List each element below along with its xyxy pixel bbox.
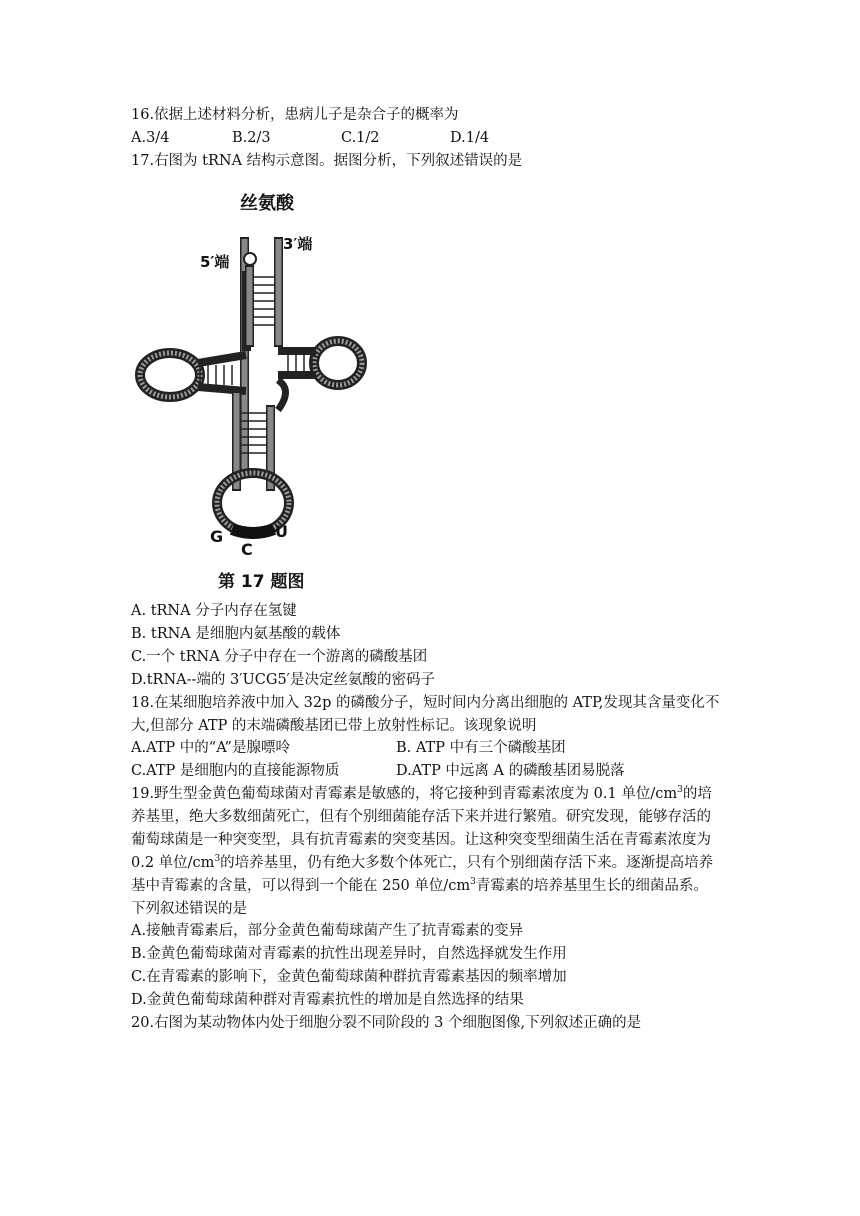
q16-option-d: D.1/4	[450, 130, 490, 146]
q19-option-d: D.金黄色葡萄球菌种群对青霉素抗性的增加是自然选择的结果	[131, 992, 524, 1008]
anticodon-base-u: U	[275, 522, 288, 541]
q19-option-c: C.在青霉素的影响下，金黄色葡萄球菌种群抗青霉素基因的频率增加	[131, 969, 567, 985]
q19-option-a: A.接触青霉素后，部分金黄色葡萄球菌产生了抗青霉素的变异	[131, 923, 524, 939]
q19-stem-line4: 0.2 单位$/cm^3$的培养基里，仍有绝大多数个体死亡，只有个别细菌存活下来。逐渐提高培养	[131, 854, 714, 871]
q17-option-c: C.一个 tRNA 分子中存在一个游离的磷酸基团	[131, 649, 428, 665]
q16-option-a: A.3/4	[131, 130, 170, 146]
q19-stem-line1: 19.野生型金黄色葡萄球菌对青霉素是敏感的，将它接种到青霉素浓度为 0.1 单位$/cm^3$的培	[131, 785, 712, 802]
trna-structure-figure	[128, 185, 368, 595]
q18-option-b: B. ATP 中有三个磷酸基团	[396, 740, 566, 756]
q18-stem-line2: 大,但部分 ATP 的末端磷酸基团已带上放射性标记。该现象说明	[131, 718, 537, 734]
q17-stem: 17.右图为 tRNA 结构示意图。据图分析，下列叙述错误的是	[131, 153, 523, 169]
anticodon-base-g: G	[210, 527, 224, 546]
q20-stem: 20.右图为某动物体内处于细胞分裂不同阶段的 3 个细胞图像,下列叙述正确的是	[131, 1015, 642, 1031]
q16-option-c: C.1/2	[341, 130, 380, 146]
q19-option-b: B.金黄色葡萄球菌对青霉素的抗性出现差异时，自然选择就发生作用	[131, 946, 567, 962]
q17-option-a: A. tRNA 分子内存在氢键	[131, 603, 297, 619]
q17-option-d: D.tRNA--端的 3′UCG5′是决定丝氨酸的密码子	[131, 672, 435, 688]
trna-backbone	[140, 237, 362, 533]
q17-option-b: B. tRNA 是细胞内氨基酸的载体	[131, 626, 341, 642]
anticodon-base-c: C	[241, 540, 253, 559]
q19-stem-line5: 基中青霉素的含量，可以得到一个能在 250 单位$/cm^3$青霉素的培养基里生长的细菌品系。	[131, 877, 708, 894]
q16-stem: 16.依据上述材料分析，患病儿子是杂合子的概率为	[131, 107, 459, 123]
q16-option-b: B.2/3	[232, 130, 271, 146]
figure-label-5-end: 5′端	[200, 253, 230, 271]
q18-stem-line1: 18.在某细胞培养液中加入 32p 的磷酸分子，短时间内分离出细胞的 ATP,发现其含量变化不	[131, 695, 720, 711]
figure-caption: 第 17 题图	[218, 572, 305, 592]
q18-option-c: C.ATP 是细胞内的直接能源物质	[131, 763, 340, 779]
figure-label-3-end: 3′端	[283, 235, 313, 253]
q19-stem-line6: 下列叙述错误的是	[131, 901, 247, 917]
q18-option-a: A.ATP 中的“A”是腺嘌呤	[131, 740, 290, 756]
q18-option-d: D.ATP 中远离 A 的磷酸基团易脱落	[396, 763, 625, 779]
q19-stem-line3: 葡萄球菌是一种突变型，具有抗青霉素的突变基因。让这种突变型细菌生活在青霉素浓度为	[131, 832, 711, 848]
figure-label-serine: 丝氨酸	[240, 193, 294, 214]
q19-stem-line2: 养基里，绝大多数细菌死亡，但有个别细菌能存活下来并进行繁殖。研究发现，能够存活的	[131, 809, 711, 825]
